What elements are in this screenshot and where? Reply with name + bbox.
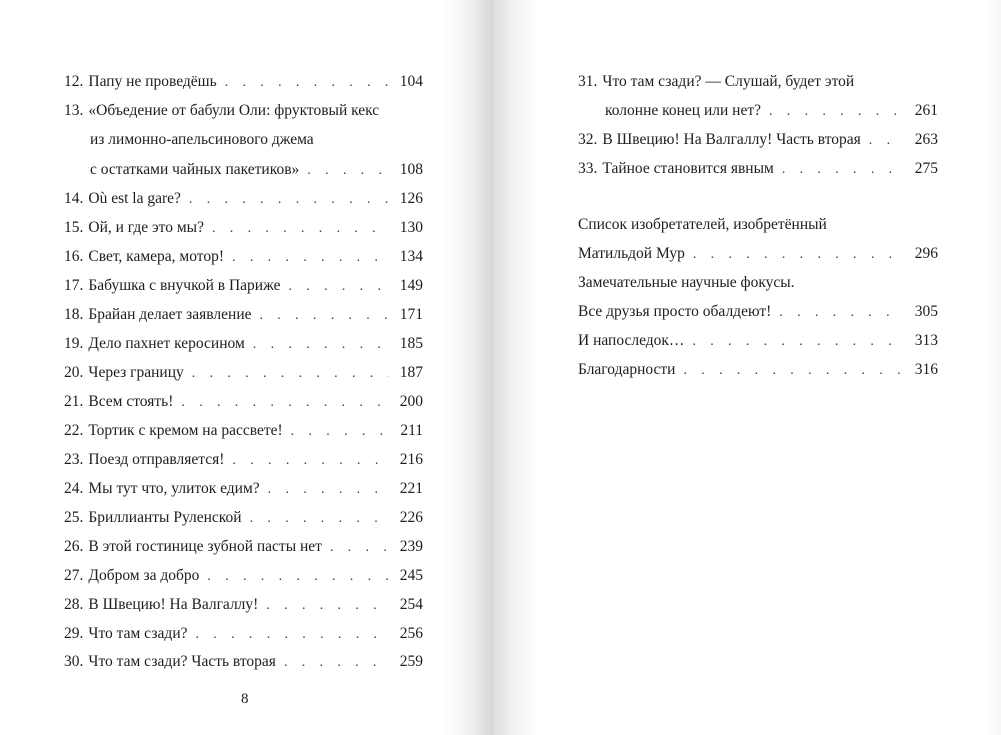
toc-entry-28: 28. В Швецию! На Валгаллу! . . . 254 — [64, 595, 423, 616]
dot-leader — [196, 625, 390, 645]
dot-leader — [779, 303, 904, 323]
right-page — [493, 0, 1001, 735]
page-ref: 296 — [914, 245, 938, 262]
dot-leader — [288, 277, 389, 297]
toc-entry-15: 15. Ой, и где это мы? . . . 130 — [64, 218, 423, 239]
gutter-shadow-left — [443, 0, 493, 735]
toc-entry-13-line-3: с остатками чайных пакетиков» . . . 108 — [90, 160, 423, 181]
page-ref: 239 — [399, 538, 423, 555]
page-ref: 200 — [399, 393, 423, 410]
dot-leader — [268, 480, 389, 500]
appendix-tricks: Все друзья просто обалдеют! . . . 305 — [578, 302, 938, 323]
page-ref: 130 — [399, 219, 423, 236]
dot-leader — [266, 596, 389, 616]
gutter-shadow-right — [493, 0, 539, 735]
page-ref: 226 — [399, 509, 423, 526]
page-ref: 275 — [914, 160, 938, 177]
dot-leader — [232, 248, 389, 268]
dot-leader — [291, 422, 389, 442]
page-ref: 245 — [399, 567, 423, 584]
dot-leader — [212, 219, 389, 239]
page-ref: 259 — [399, 653, 423, 670]
page-ref: 211 — [400, 422, 423, 439]
page-ref: 256 — [399, 625, 423, 642]
dot-leader — [782, 160, 904, 180]
toc-entry-31: 31. Что там сзади? — Слушай, будет этой — [578, 73, 855, 90]
dot-leader — [192, 364, 389, 384]
dot-leader — [260, 306, 390, 326]
toc-entry-21: 21. Всем стоять! . . . 200 — [64, 392, 423, 413]
toc-entry-26: 26. В этой гостинице зубной пасты нет . . . 239 — [64, 537, 423, 558]
toc-entry-23: 23. Поезд отправляется! . . . 216 — [64, 450, 423, 471]
toc-entry-33: 33. Тайное становится явным . . . 275 — [578, 159, 938, 180]
toc-entry-24: 24. Мы тут что, улиток едим? . . . 221 — [64, 479, 423, 500]
page-ref: 254 — [399, 596, 423, 613]
page-ref: 104 — [399, 73, 423, 90]
page-ref: 216 — [399, 451, 423, 468]
page-edge-shadow — [987, 0, 1001, 735]
toc-entry-14: 14. Où est la gare? . . . 126 — [64, 189, 423, 210]
page-number: 8 — [241, 691, 249, 707]
page-ref: 134 — [399, 248, 423, 265]
dot-leader — [181, 393, 389, 413]
page-ref: 185 — [399, 335, 423, 352]
appendix-inventors-line-1: Список изобретателей, изобретённый — [578, 216, 827, 233]
page-ref: 149 — [399, 277, 423, 294]
toc-entry-32: 32. В Швецию! На Валгаллу! Часть вторая . . . 263 — [578, 130, 938, 151]
dot-leader — [250, 509, 389, 529]
toc-entry-19: 19. Дело пахнет керосином . . . 185 — [64, 334, 423, 355]
toc-entry-13-line-2: из лимонно-апельсинового джема — [90, 131, 314, 148]
dot-leader — [683, 361, 904, 381]
page-ref: 316 — [914, 361, 938, 378]
dot-leader — [869, 131, 904, 151]
page-ref: 221 — [399, 480, 423, 497]
page-ref: 313 — [914, 332, 938, 349]
page-ref: 126 — [399, 190, 423, 207]
page-ref: 263 — [914, 131, 938, 148]
toc-entry-18: 18. Брайан делает заявление . . . 171 — [64, 305, 423, 326]
dot-leader — [693, 245, 904, 265]
dot-leader — [692, 332, 904, 352]
dot-leader — [284, 653, 389, 673]
dot-leader — [769, 102, 904, 122]
toc-entry-20: 20. Через границу . . . 187 — [64, 363, 423, 384]
dot-leader — [253, 335, 389, 355]
toc-entry-31-line-2: колонне конец или нет? . . . 261 — [605, 101, 938, 122]
appendix-tricks-line-1: Замечательные научные фокусы. — [578, 274, 795, 291]
left-page — [0, 0, 493, 735]
dot-leader — [225, 73, 389, 93]
dot-leader — [207, 567, 389, 587]
toc-entry-12: 12. Папу не проведёшь . . . 104 — [64, 72, 423, 93]
toc-entry-17: 17. Бабушка с внучкой в Париже . . . 149 — [64, 276, 423, 297]
toc-entry-25: 25. Бриллианты Руленской . . . 226 — [64, 508, 423, 529]
dot-leader — [307, 161, 389, 181]
toc-entry-27: 27. Добром за добро . . . 245 — [64, 566, 423, 587]
page-ref: 187 — [399, 364, 423, 381]
appendix-inventors: Матильдой Мур . . . 296 — [578, 244, 938, 265]
page-ref: 108 — [399, 161, 423, 178]
toc-entry-30: 30. Что там сзади? Часть вторая . . . 259 — [64, 652, 423, 673]
dot-leader — [330, 538, 389, 558]
toc-entry-13: 13. «Объедение от бабули Оли: фруктовый кекс — [64, 102, 380, 119]
dot-leader — [232, 451, 389, 471]
toc-entry-29: 29. Что там сзади? . . . 256 — [64, 624, 423, 645]
page-ref: 305 — [914, 303, 938, 320]
appendix-afterword: И напоследок… . . . 313 — [578, 331, 938, 352]
appendix-acknowledgements: Благодарности . . . 316 — [578, 360, 938, 381]
toc-entry-16: 16. Свет, камера, мотор! . . . 134 — [64, 247, 423, 268]
toc-entry-22: 22. Тортик с кремом на рассвете! . . . 211 — [64, 421, 423, 442]
page-ref: 171 — [399, 306, 423, 323]
page-ref: 261 — [914, 102, 938, 119]
dot-leader — [189, 190, 389, 210]
